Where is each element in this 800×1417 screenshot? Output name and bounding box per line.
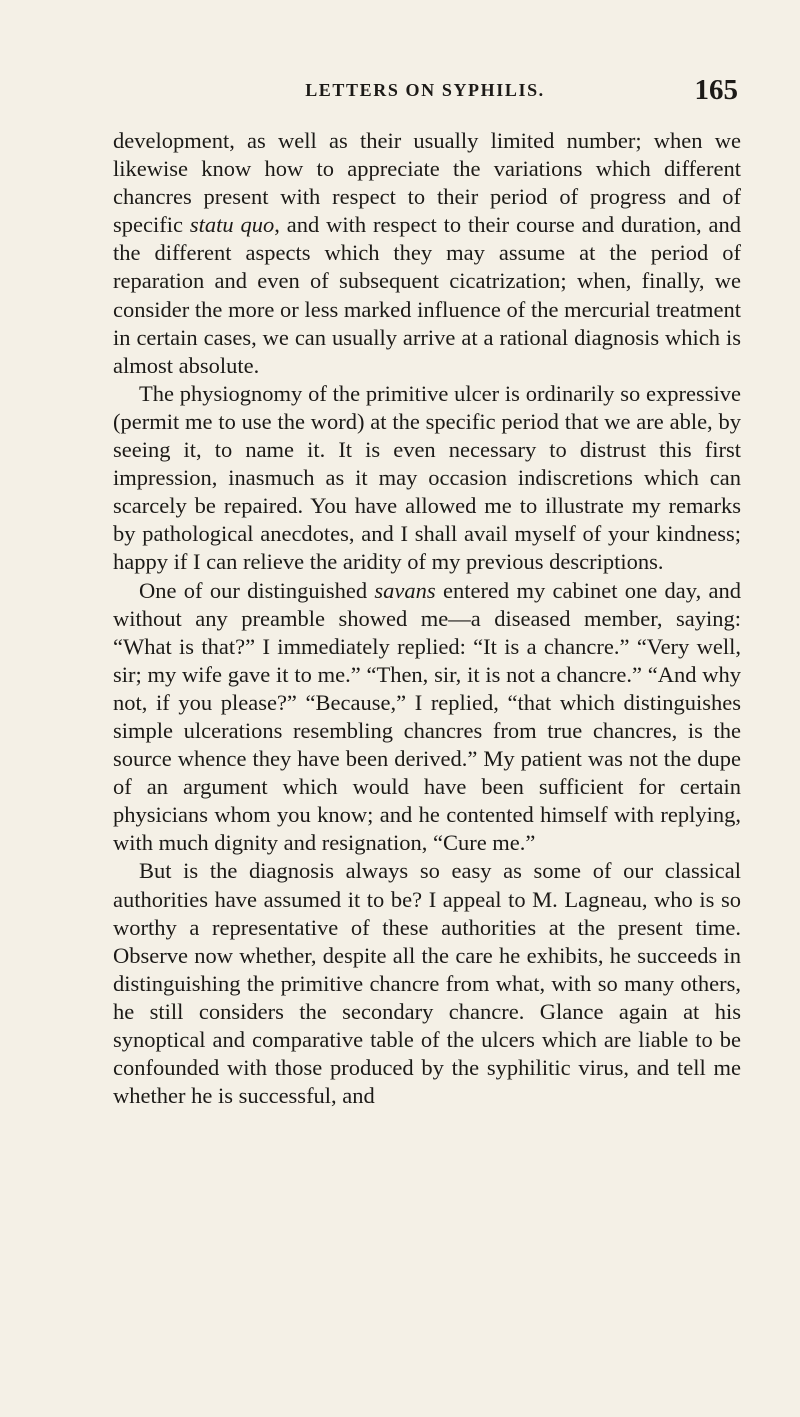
text-segment: development, as well as their usually limited number; when we likewise know how to appreciate the variations which different chancres present with respect to their period of progress and of specific — [113, 128, 741, 238]
paragraph-2 — [113, 380, 741, 577]
paragraph-3 — [113, 577, 741, 858]
paragraph-4 — [113, 857, 741, 1110]
italic-word-savans: savans — [374, 577, 436, 603]
paragraph-1 — [113, 127, 741, 380]
text-segment: But is the diagnosis always so easy as some of our classical authorities have assumed it to be? I appeal to M. Lagneau, who is so worthy a representative of these authorities at the present time. Observe now whether, despite all the care he exhibits, he succeeds in distinguishing the primitive chancre from what, with so many others, he still considers the secondary chancre. Glance again at his synoptical and comparative table of the ulcers which are liable to be confounded with those produced by the syphilitic virus, and tell me whether he is successful, and — [113, 858, 741, 1109]
running-title: LETTERS ON SYPHILIS. — [305, 80, 545, 100]
text-segment: entered my cabinet one day, and without any preamble showed me—a diseased member, saying: “What is that?” I immediately replied: “It is a chancre.” “Very well, sir; my wife gave it to me.” “Then, sir, it is not a chancre.” “And why not, if you please?” “Because,” I replied, “that which distinguishes simple ulcerations resembling chancres from true chancres, is the source whence they have been derived.” My patient was not the dupe of an argument which would have been sufficient for certain physicians whom you know; and he contented himself with replying, with much dignity and resignation, “Cure me.” — [113, 577, 741, 856]
page-number: 165 — [694, 74, 738, 106]
italic-phrase-statu-quo: statu quo — [189, 212, 275, 238]
text-segment: , and with respect to their course and duration, and the different aspects which they may assume at the period of reparation and even of subsequent cicatrization; when, finally, we consider the more or less marked influence of the mercurial treatment in certain cases, we can usually arrive at a rational diagnosis which is almost absolute. — [113, 212, 741, 378]
running-head — [110, 74, 740, 118]
body-text — [113, 127, 741, 1110]
text-segment: The physiognomy of the primitive ulcer is ordinarily so expressive (permit me to use the word) at the specific period that we are able, by seeing it, to name it. It is even necessary to distrust this first impression, inasmuch as it may occasion indiscretions which can scarcely be repaired. You have allowed me to illustrate my remarks by pathological anecdotes, and I shall avail myself of your kindness; happy if I can relieve the aridity of my previous descriptions. — [113, 380, 741, 575]
text-segment: One of our distinguished — [139, 577, 375, 603]
